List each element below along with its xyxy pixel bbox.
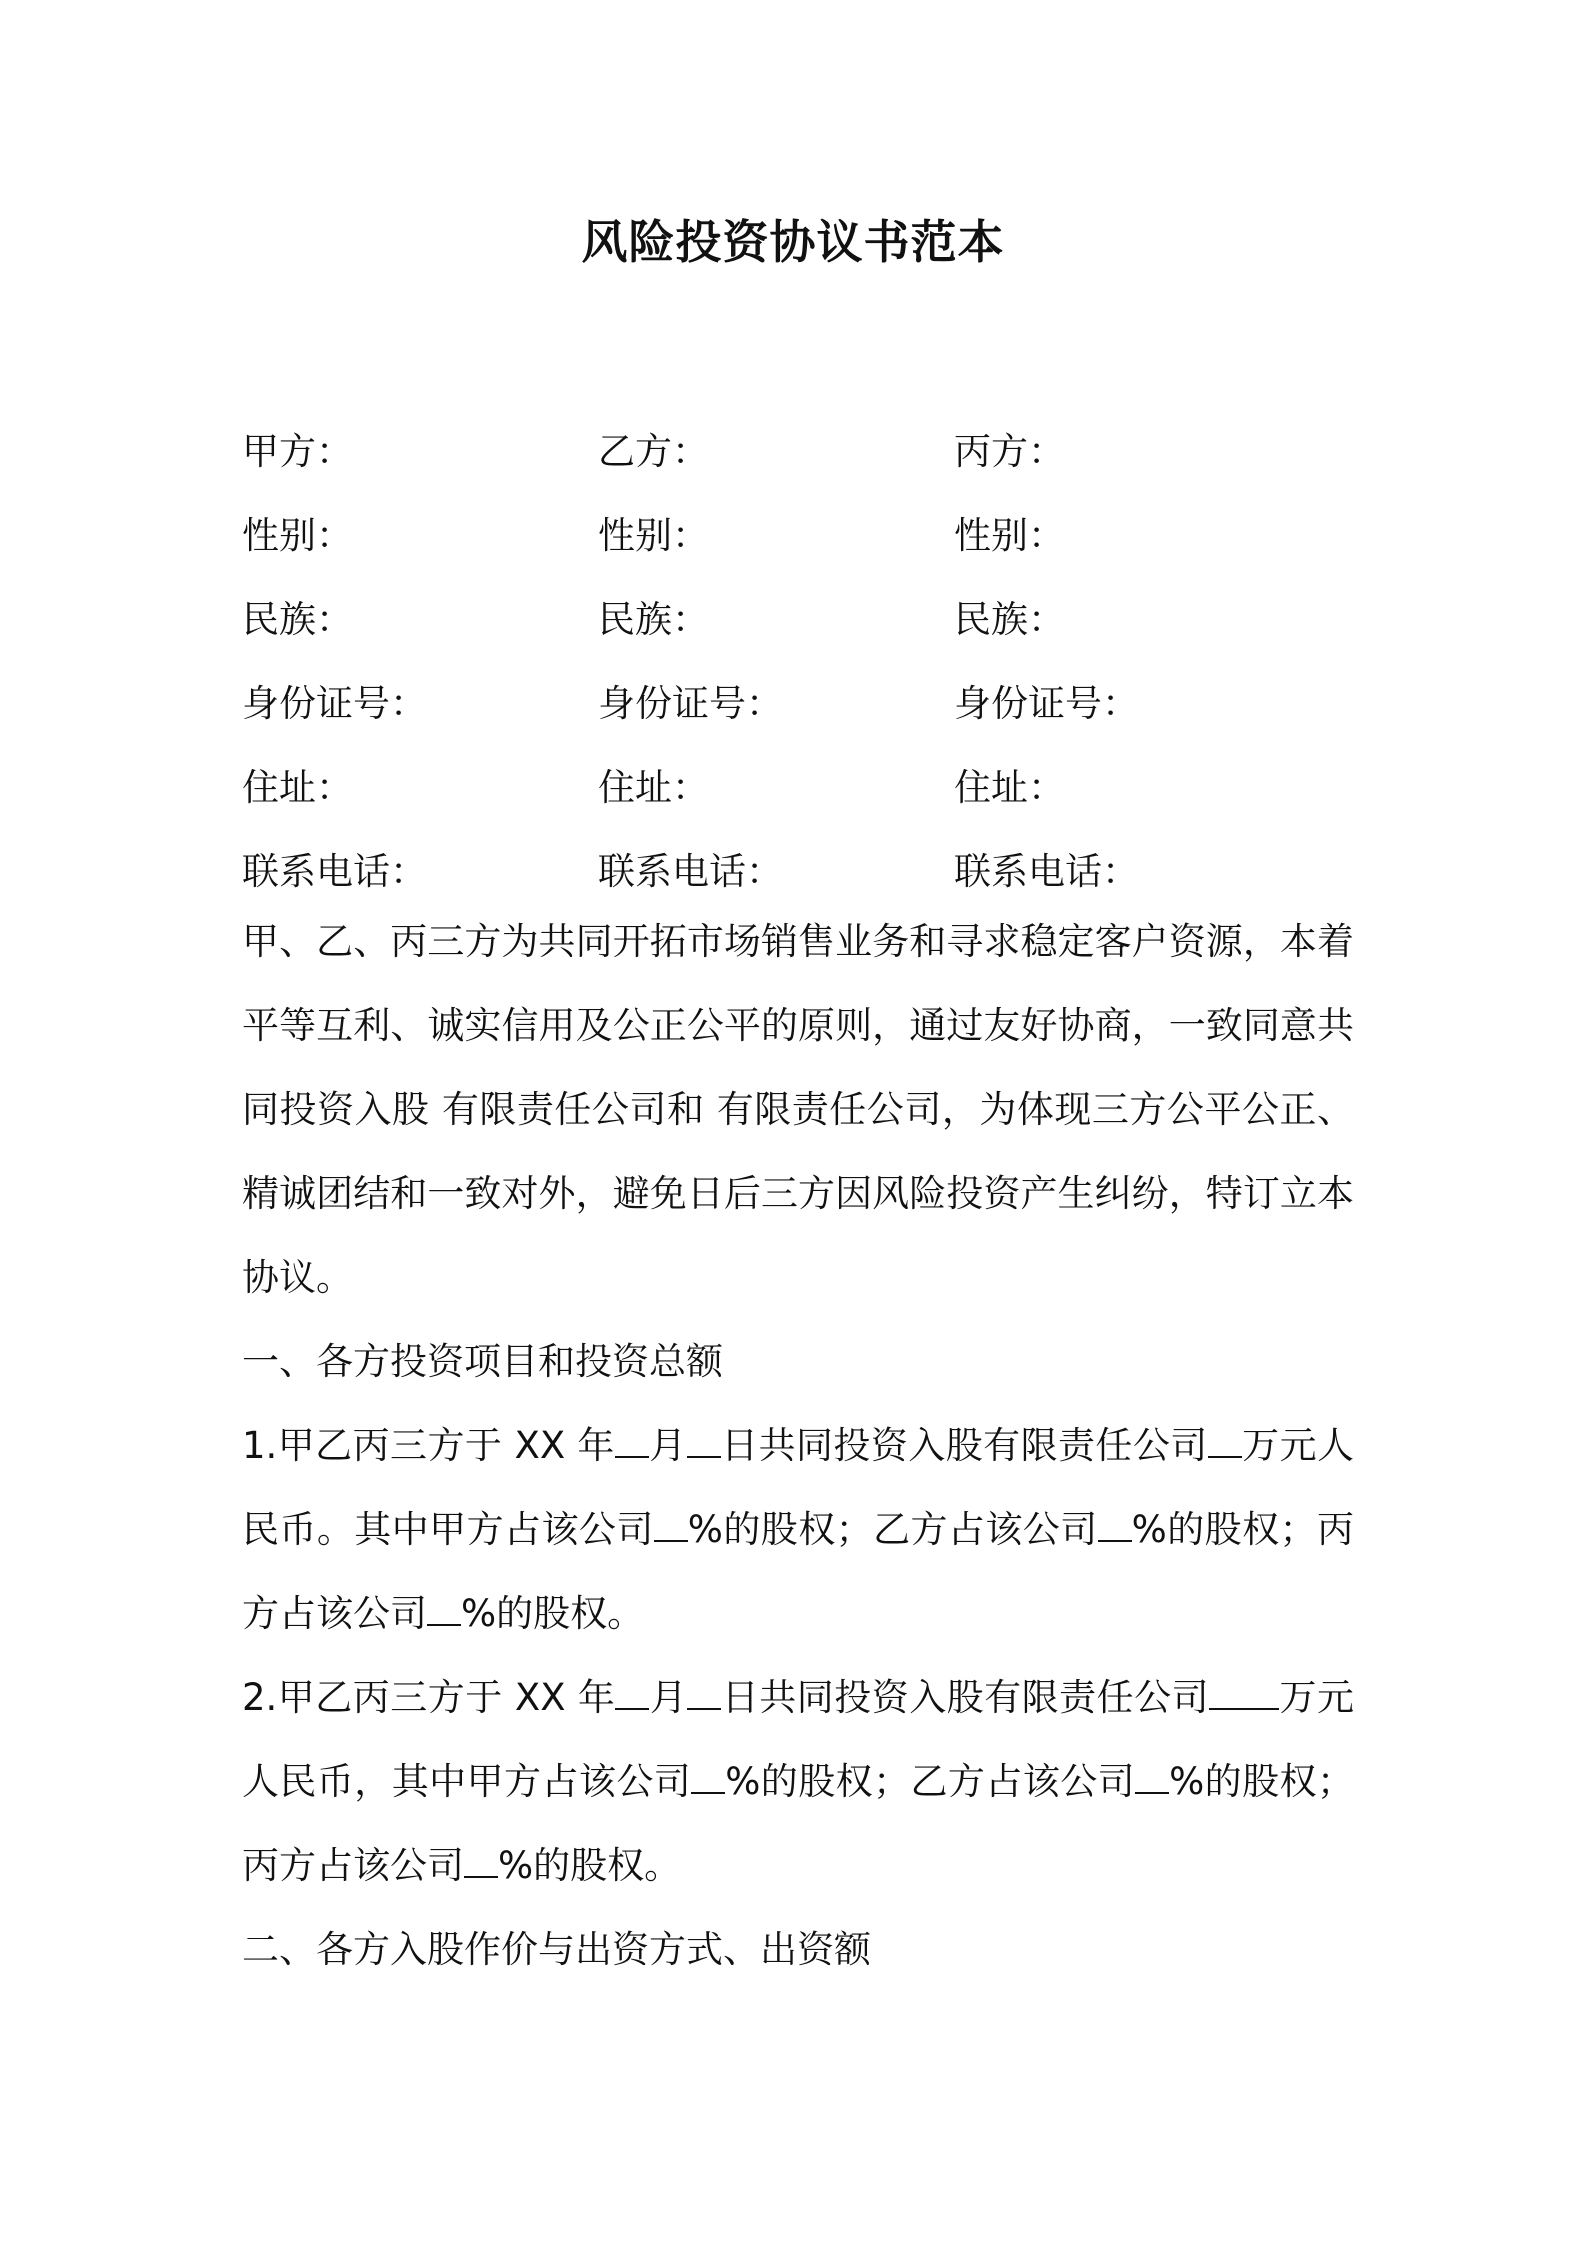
party-a-ethnicity-label: 民族： xyxy=(242,598,353,641)
party-a-phone-label: 联系电话： xyxy=(242,850,427,893)
party-c-name-label: 丙方： xyxy=(954,430,1065,473)
item-2-text-2: 月 xyxy=(649,1676,688,1719)
party-a-name-label: 甲方： xyxy=(242,430,353,473)
party-row-id-number xyxy=(242,658,1362,742)
item-1-text-6: %的股权；丙方占该公司 xyxy=(242,1508,1354,1635)
party-c-id-label: 身份证号： xyxy=(954,682,1139,725)
item-1-text-7: %的股权。 xyxy=(461,1592,645,1635)
day-blank xyxy=(687,1678,721,1710)
party-row-name xyxy=(242,406,1362,490)
item-2-text-3: 日共同投资入股有限责任公司 xyxy=(721,1676,1210,1719)
item-1-text-4: 万元人民币。其中甲方占该公司 xyxy=(242,1424,1355,1551)
item-2-text-5: %的股权；乙方占该公司 xyxy=(725,1760,1136,1803)
party-c-address-label: 住址： xyxy=(954,766,1065,809)
party-row-phone xyxy=(242,826,1362,910)
item-2-text-6: %的股权；丙方占该公司 xyxy=(242,1760,1354,1887)
party-a-address-label: 住址： xyxy=(242,766,353,809)
item-1-text-1: 1.甲乙丙三方于 XX 年 xyxy=(242,1424,615,1467)
party-row-ethnicity xyxy=(242,574,1362,658)
section-1-heading: 一、各方投资项目和投资总额 xyxy=(242,1340,723,1383)
party-a-id-label: 身份证号： xyxy=(242,682,427,725)
item-1-text-5: %的股权；乙方占该公司 xyxy=(687,1508,1098,1551)
party-c-ethnicity-label: 民族： xyxy=(954,598,1065,641)
party-a-share-blank xyxy=(691,1762,725,1794)
party-b-phone-label: 联系电话： xyxy=(598,850,783,893)
section-1-item-2 xyxy=(242,1656,1354,1908)
party-c-share-blank xyxy=(427,1594,461,1626)
item-1-text-3: 日共同投资入股有限责任公司 xyxy=(720,1424,1208,1467)
party-info-table xyxy=(242,406,1362,910)
party-b-address-label: 住址： xyxy=(598,766,709,809)
amount-blank xyxy=(1208,1426,1242,1458)
party-b-gender-label: 性别： xyxy=(598,514,709,557)
party-c-gender-label: 性别： xyxy=(954,514,1065,557)
party-b-ethnicity-label: 民族： xyxy=(598,598,709,641)
party-row-address xyxy=(242,742,1362,826)
amount-blank xyxy=(1209,1678,1279,1710)
party-b-name-label: 乙方： xyxy=(598,430,709,473)
party-row-gender xyxy=(242,490,1362,574)
item-2-text-4: 万元人民币，其中甲方占该公司 xyxy=(242,1676,1355,1803)
day-blank xyxy=(687,1426,721,1458)
party-a-gender-label: 性别： xyxy=(242,514,353,557)
agreement-body xyxy=(242,900,1354,1992)
month-blank xyxy=(615,1426,649,1458)
section-2-heading: 二、各方入股作价与出资方式、出资额 xyxy=(242,1928,871,1971)
party-a-share-blank xyxy=(654,1510,688,1542)
party-b-share-blank xyxy=(1135,1762,1169,1794)
party-b-share-blank xyxy=(1098,1510,1132,1542)
party-c-phone-label: 联系电话： xyxy=(954,850,1139,893)
section-1-item-1 xyxy=(242,1404,1354,1656)
intro-paragraph: 甲、乙、丙三方为共同开拓市场销售业务和寻求稳定客户资源，本着平等互利、诚实信用及公正公平的原则，通过友好协商，一致同意共同投资入股 有限责任公司和 有限责任公司，为体现三方公平公正、精诚团结和一致对外，避免日后三方因风险投资产生纠纷，特订立本协议。 xyxy=(242,920,1354,1299)
document-title: 风险投资协议书范本 xyxy=(581,215,1005,269)
party-c-share-blank xyxy=(464,1846,498,1878)
item-1-text-2: 月 xyxy=(648,1424,687,1467)
item-2-text-7: %的股权。 xyxy=(498,1844,682,1887)
party-b-id-label: 身份证号： xyxy=(598,682,783,725)
item-2-text-1: 2.甲乙丙三方于 XX 年 xyxy=(242,1676,616,1719)
month-blank xyxy=(615,1678,649,1710)
